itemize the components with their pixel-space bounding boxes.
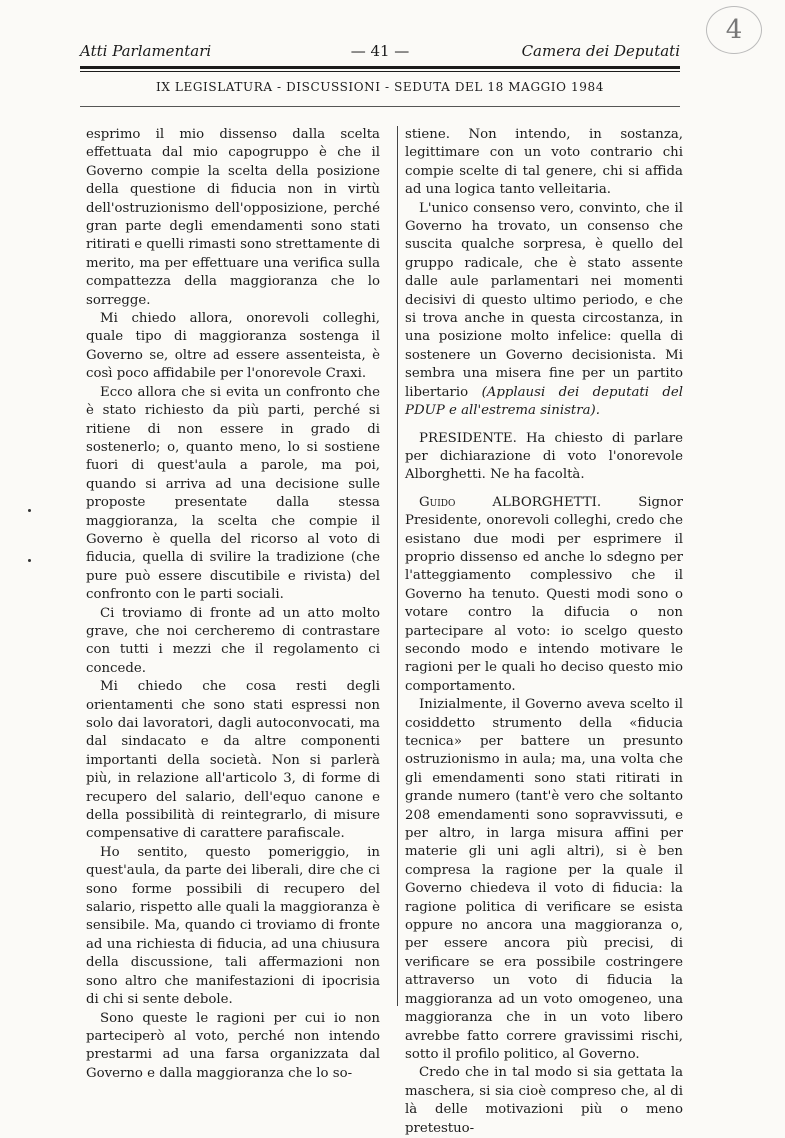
paragraph: Inizialmente, il Governo aveva scelto il cosiddetto strumento della «fiducia tecnica» per battere un presunto ostruzionismo in aula; ma, una volta che gli emendamenti sono stati ritirati in grande numero (tant'è vero che soltanto 208 emendamenti sono sopravvissuti, e per altro, in larga misura affini per materie gli uni agli altri), si è ben compresa la ragione per la quale il Governo chiedeva il voto di fiducia: la ragione politica di verificare se esista oppure no ancora una maggioranza o, per essere ancora più precisi, di verificare se era possibile costringere attraverso un voto di fiducia la maggioranza ad un voto omogeneo, una maggioranza che in un voto libero avrebbe fatto correre gravissimi rischi, sotto il profilo politico, al Governo. [405,697,683,1062]
left-column [86,126,380,1083]
president-intervention [405,430,683,485]
paragraph: Ho sentito, questo pomeriggio, in quest'aula, da parte dei liberali, dire che ci sono forme possibili di recupero del salario, rispetto alle quali la maggioranza è sensibile. Ma, quando ci troviamo di fronte ad una richiesta di fiducia, ad una chiusura della discussione, tali affermazioni non sono altro che manifestazioni di ipocrisia di chi si sente debole. [86,844,380,1008]
paragraph: Mi chiedo che cosa resti degli orientamenti che sono stati espressi non solo dai lavoratori, dagli autoconvocati, ma dal sindacato e da altre componenti importanti della società. Non si parlerà più, in relazione all'articolo 3, di forme di recupero del salario, dell'equo canone e della possibilità di reintegrarlo, di misure compensative di carattere parafiscale. [86,679,380,842]
margin-mark [28,559,31,562]
header-rule-thick [80,66,680,69]
speech-intro [405,494,683,696]
stage-direction: (Applausi dei deputati del PDUP e all'estrema sinistra). [405,384,684,419]
header-rule-thin [80,71,680,72]
paragraph: esprimo il mio dissenso dalla scelta effettuata dal mio capogruppo è che il Governo compie la scelta della posizione della questione di fiducia non in virtù dell'ostruzionismo dell'opposizione, perché gran parte degli emendamenti sono stati ritirati e quelli rimasti sono strettamente di merito, ma per effettuare una verifica sulla compattezza della maggioranza che lo sorregge. [86,127,381,308]
paragraph: Ecco allora che si evita un confronto che è stato richiesto da più parti, perché si ritiene di non essere in grado di sostenerlo; o, quanto meno, lo si sostiene fuori di quest'aula a parole, ma poi, quando si arriva ad una decisione sulle proposte presentate dalla stessa maggioranza, la scelta che compie il Governo è quella del ricorso al voto di fiducia, quella di svilire la tradizione (che pure può essere discutibile e rivista) del confronto con le parti sociali. [86,384,380,603]
paragraph: Ci troviamo di fronte ad un atto molto grave, che noi cercheremo di contrastare con tutti i mezzi che il regolamento ci concede. [86,605,380,676]
speaker-first-name: Guido [419,494,456,510]
header-chamber: Camera dei Deputati [521,42,680,60]
paragraph: stiene. Non intendo, in sostanza, legittimare con un voto contrario chi compie scelte di tal genere, chi si affida ad una logica tanto velleitaria. [405,127,683,198]
column-divider [397,126,398,1006]
paragraph: Credo che in tal modo si sia gettata la maschera, si sia cioè compreso che, al di là delle motivazioni più o meno pretestuo- [405,1065,683,1136]
paragraph: Mi chiedo allora, onorevoli colleghi, quale tipo di maggioranza sostenga il Governo se, oltre ad essere assenteista, è così poco affidabile per l'onorevole Craxi. [86,311,380,382]
archive-stamp: 4 [706,6,762,54]
page-header [80,38,680,64]
speaker-name: PRESIDENTE. [419,430,517,446]
page-number: — 41 — [350,42,410,60]
paragraph [405,200,683,421]
paragraph-text: Ha chiesto di parlare per dichiarazione di voto l'onorevole Alborghetti. Ne ha facoltà. [405,430,683,483]
paragraph: Sono queste le ragioni per cui io non parteciperò al voto, perché non intendo prestarmi ad una farsa organizzata dal Governo e dalla maggioranza che lo so- [86,1010,380,1081]
right-column [405,126,683,1138]
margin-mark [28,509,31,512]
session-line: IX LEGISLATURA - DISCUSSIONI - SEDUTA DEL 18 MAGGIO 1984 [156,80,604,94]
paragraph-text: Signor Presidente, onorevoli colleghi, credo che esistano due modi per esprimere il proprio dissenso ed anche lo sdegno per l'atteggiamento complessivo che il Governo ha tenuto. Questi modi sono o votare contro la difucia o non partecipare al voto: io scelgo questo secondo modo e intendo motivare le ragioni per le quali ho deciso questo mio comportamento. [405,494,683,694]
session-rule [80,106,680,107]
speaker-name: ALBORGHETTI. [492,494,602,510]
paragraph-text: L'unico consenso vero, convinto, che il Governo ha trovato, un consenso che suscita qualche sorpresa, è quello del gruppo radicale, che è stato assente dalle aule parlamentari nei momenti decisivi di questo ultimo periodo, e che si trova anche in questa circostanza, in una posizione molto infelice: quella di sostenere un Governo decisionista. Mi sembra una misera fine per un partito libertario [405,200,683,400]
header-publication: Atti Parlamentari [80,42,212,60]
